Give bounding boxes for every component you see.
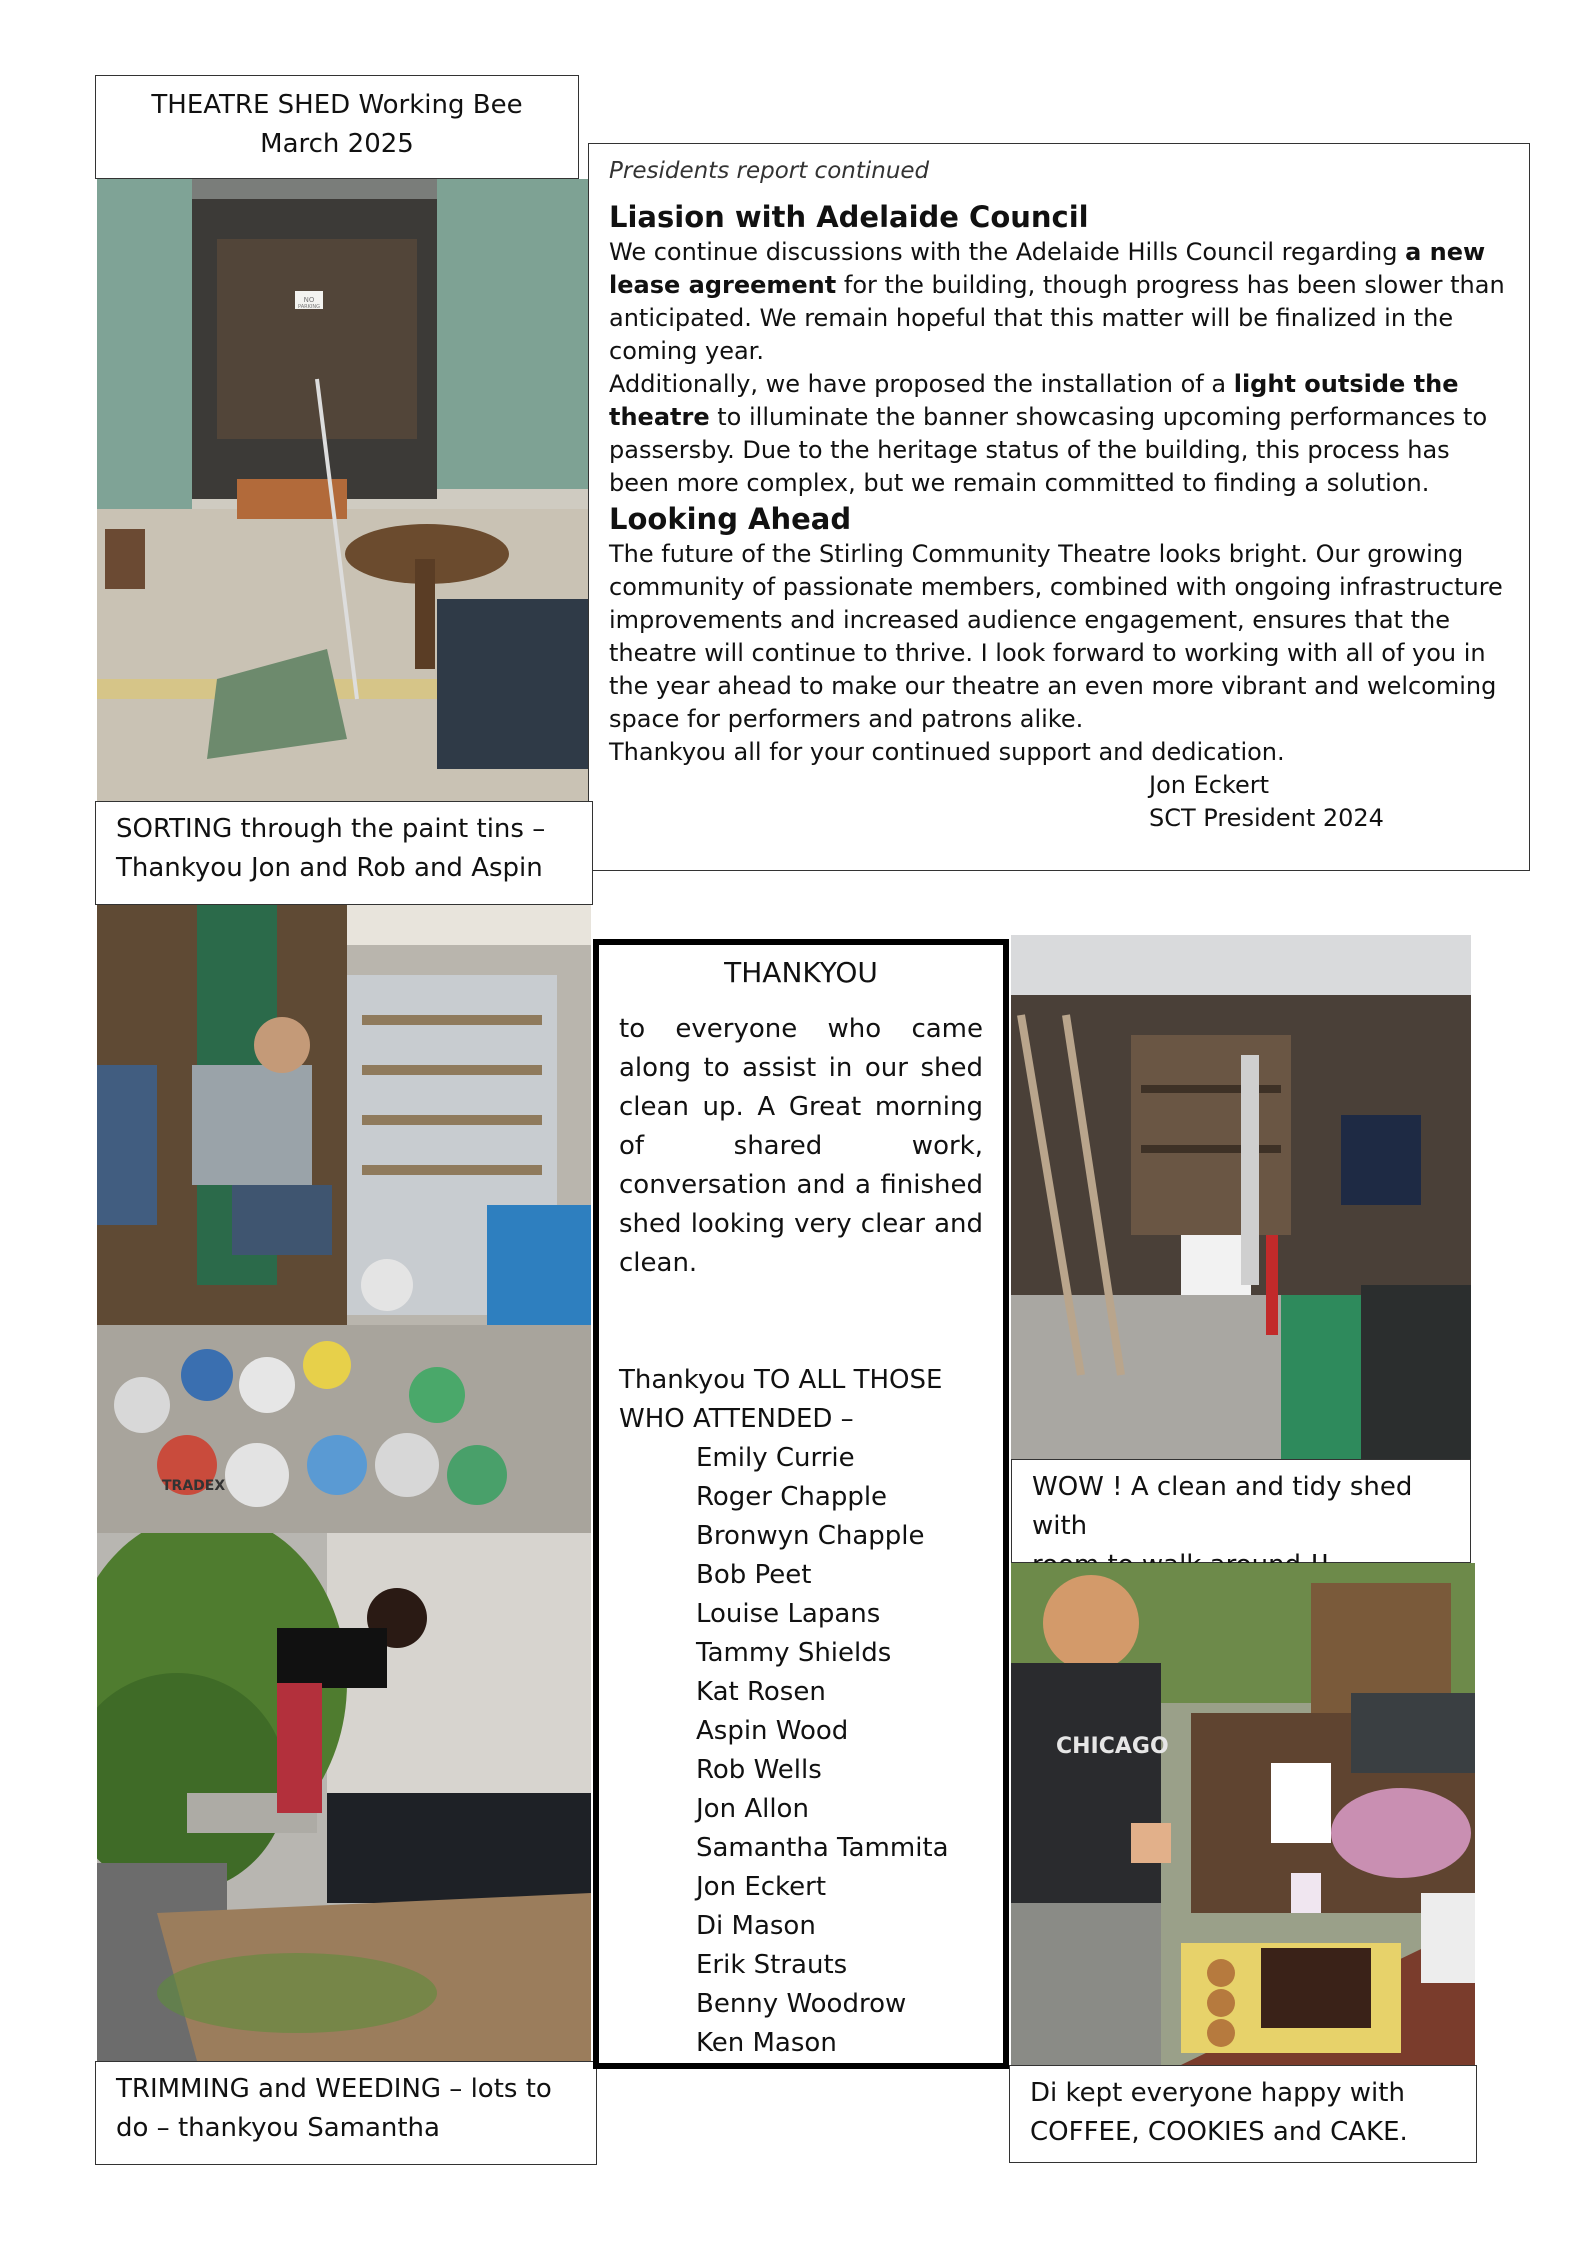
list-item: Aspin Wood (696, 1716, 849, 1746)
thankyou-heading: THANKYOU (724, 956, 878, 989)
list-item: Jon Eckert (696, 1872, 827, 1902)
tin-label: TRADEX (162, 1478, 226, 1494)
page-title: THEATRE SHED Working Bee (151, 90, 523, 120)
trimming-photo (97, 1533, 591, 2061)
list-item: Kat Rosen (696, 1677, 826, 1707)
list-item: Rob Wells (696, 1755, 822, 1785)
page-title-box (95, 75, 579, 179)
caption-trimming: TRIMMING and WEEDING – lots to do – thankyou Samantha (95, 2061, 597, 2165)
shirt-text: CHICAGO (1056, 1734, 1169, 1759)
presidents-report (588, 143, 1530, 871)
list-item: Roger Chapple (696, 1482, 888, 1512)
clean-shed-photo (1011, 935, 1471, 1459)
section-heading-council: Liasion with Adelaide Council (609, 200, 1089, 234)
thankyou-box (593, 939, 1009, 2069)
caption-coffee-cake: Di kept everyone happy with COFFEE, COOKIES and CAKE. (1009, 2065, 1477, 2163)
shed-exterior-photo (97, 179, 591, 801)
council-paragraph-1: We continue discussions with the Adelaide Hills Council regarding a new lease agreement for the building, though progress has been slower than anticipated. We remain hopeful that this matter will be finalized in the coming year. (609, 238, 1505, 365)
attendee-list (619, 1439, 983, 2063)
list-item: Louise Lapans (696, 1599, 881, 1629)
list-item: Tammy Shields (696, 1638, 892, 1668)
signature-title: SCT President 2024 (1149, 804, 1384, 832)
report-kicker: Presidents report continued (609, 158, 930, 184)
attended-line-1: Thankyou TO ALL THOSE (619, 1365, 943, 1395)
list-item: Erik Strauts (696, 1950, 848, 1980)
list-item: Bob Peet (696, 1560, 812, 1590)
looking-ahead-paragraph: The future of the Stirling Community Theatre looks bright. Our growing community of passionate members, combined with ongoing infrastructure improvements and increased audience engagement, ensures that the theatre will continue to thrive. I look forward to working with all of you in the year ahead to make our theatre an even more vibrant and welcoming space for performers and patrons alike. (609, 540, 1503, 733)
list-item: Di Mason (696, 1911, 816, 1941)
attended-line-2: WHO ATTENDED – (619, 1404, 854, 1434)
no-parking-sign: NO (303, 296, 315, 304)
list-item: Ken Mason (696, 2028, 837, 2058)
thanks-paragraph: Thankyou all for your continued support and dedication. (609, 738, 1285, 766)
list-item: Benny Woodrow (696, 1989, 907, 2019)
list-item: Emily Currie (696, 1443, 855, 1473)
council-paragraph-2: Additionally, we have proposed the installation of a light outside the theatre to illuminate the banner showcasing upcoming performances to passersby. Due to the heritage status of the building, this process has been more complex, but we remain committed to finding a solution. (609, 370, 1488, 497)
list-item: Jon Allon (696, 1794, 809, 1824)
caption-clean-shed: WOW ! A clean and tidy shed with (1011, 1459, 1471, 1563)
caption-sorting: SORTING through the paint tins – Thankyou Jon and Rob and Aspin (95, 801, 593, 905)
signature-name: Jon Eckert (1149, 771, 1270, 799)
list-item: Bronwyn Chapple (696, 1521, 925, 1551)
thankyou-message: to everyone who came along to assist in our shed clean up. A Great morning of shared work, conversation and a finished shed looking very clear and clean. (619, 1014, 983, 1278)
list-item: Samantha Tammita (696, 1833, 949, 1863)
page-subtitle: March 2025 (260, 129, 414, 159)
paint-tins-photo (97, 905, 591, 1533)
section-heading-looking-ahead: Looking Ahead (609, 502, 852, 536)
svg-text:PARKING: PARKING (298, 304, 320, 310)
coffee-cake-photo (1011, 1563, 1475, 2065)
